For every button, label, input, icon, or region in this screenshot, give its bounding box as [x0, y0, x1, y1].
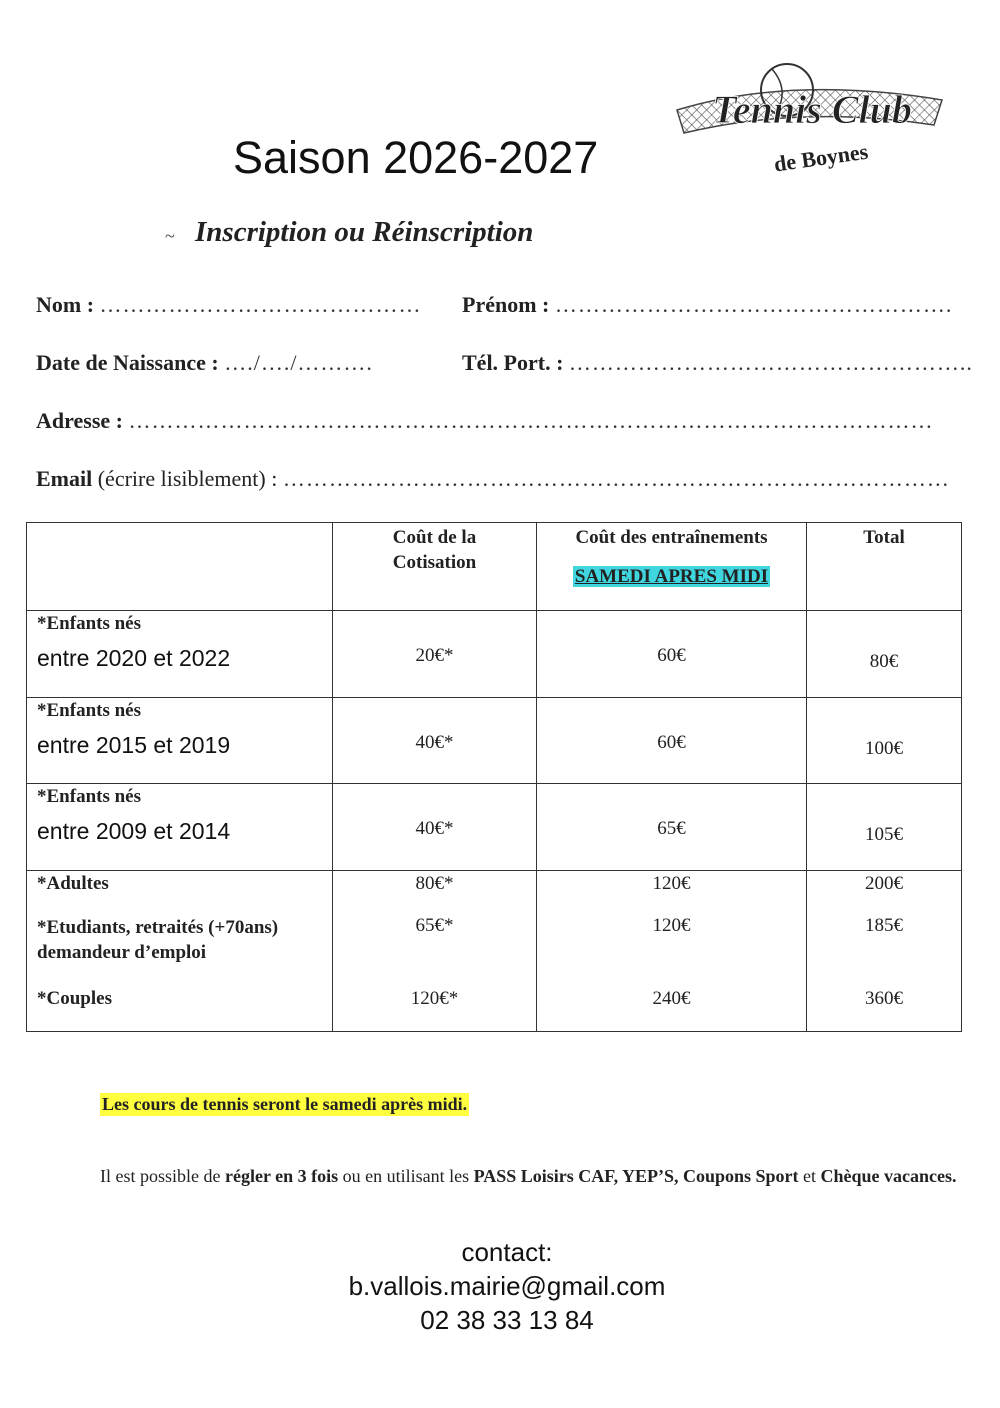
table-row: [27, 784, 962, 871]
prenom-label: Prénom :: [462, 292, 550, 317]
header-entrainements-highlight: SAMEDI APRES MIDI: [574, 566, 769, 587]
table-row: [27, 611, 962, 698]
payment-text-2: ou en utilisant les: [342, 1166, 470, 1186]
header-total: Total: [807, 523, 962, 611]
contact-label: contact:: [461, 1237, 553, 1267]
naissance-label: Date de Naissance :: [36, 350, 219, 375]
adresse-label: Adresse :: [36, 408, 123, 433]
header-cotisation: Coût de la Cotisation: [333, 523, 537, 611]
payment-info: [26, 1160, 986, 1193]
group-total: 185€: [865, 915, 903, 936]
saturday-note: Les cours de tennis seront le samedi après midi.: [102, 1094, 468, 1114]
email-label: Email: [36, 466, 93, 491]
header-entrainements: [537, 523, 807, 611]
row-cotisation: 40€*: [415, 732, 454, 753]
group-entrainement: 240€: [652, 988, 691, 1009]
tel-label: Tél. Port. :: [462, 350, 564, 375]
row-subcategory: entre 2009 et 2014: [37, 818, 231, 844]
adresse-field[interactable]: [36, 408, 933, 434]
email-note: (écrire lisiblement) :: [97, 466, 278, 491]
logo-text-sub: de Boynes: [772, 138, 870, 177]
season-title: Saison 2026-2027: [233, 132, 599, 183]
group-cotisation: 65€*: [415, 915, 454, 936]
row-subcategory: entre 2015 et 2019: [37, 732, 231, 758]
prenom-dots: …………………………………………….: [554, 292, 953, 317]
club-logo: [672, 55, 952, 195]
group-cotisation: 80€*: [415, 873, 454, 894]
row-entrainement: 60€: [657, 645, 686, 666]
nom-field[interactable]: [36, 292, 422, 318]
row-category: *Enfants nés: [37, 786, 141, 807]
naissance-field[interactable]: [36, 350, 373, 376]
group-category: *Couples: [37, 988, 112, 1009]
row-category: *Enfants nés: [37, 613, 141, 634]
tel-field[interactable]: [462, 350, 973, 376]
tennis-net-icon: [672, 55, 952, 195]
subtitle-mark: ~: [165, 226, 175, 246]
row-category: *Enfants nés: [37, 700, 141, 721]
row-cotisation: 40€*: [415, 818, 454, 839]
group-entrainement: 120€: [652, 873, 691, 894]
tel-dots: ……………………………………………..: [568, 350, 973, 375]
header-entrainements-label: Coût des entraînements: [575, 527, 768, 548]
payment-text-3: et: [803, 1166, 817, 1186]
nom-label: Nom :: [36, 292, 95, 317]
group-total: 360€: [865, 988, 903, 1009]
naissance-dots: …./…./……….: [224, 350, 373, 375]
price-table: [26, 522, 962, 1032]
nom-dots: ……………………………………: [99, 292, 422, 317]
row-total: 105€: [865, 824, 903, 845]
row-entrainement: 65€: [657, 818, 686, 839]
prenom-field[interactable]: [462, 292, 952, 318]
row-total: 100€: [865, 738, 903, 759]
row-total: 80€: [869, 651, 899, 672]
group-cotisation: 120€*: [410, 988, 459, 1009]
email-dots: ……………………………………………………………………………: [282, 466, 950, 491]
payment-text-1: Il est possible de: [100, 1166, 221, 1186]
payment-bold-2: PASS Loisirs CAF, YEP’S, Coupons Sport: [473, 1166, 799, 1186]
table-header-row: [27, 523, 962, 611]
adresse-dots: ……………………………………………………………………………………………: [128, 408, 934, 433]
row-subcategory: entre 2020 et 2022: [37, 645, 231, 671]
header-empty-cell: [27, 523, 333, 611]
logo-text-main: Tennis Club: [712, 87, 912, 132]
group-entrainement: 120€: [652, 915, 691, 936]
email-field[interactable]: [36, 466, 950, 492]
group-total: 200€: [865, 873, 903, 894]
table-row: [27, 698, 962, 784]
contact-block: [300, 1235, 714, 1337]
row-cotisation: 20€*: [415, 645, 454, 666]
row-entrainement: 60€: [657, 732, 686, 753]
payment-bold-3: Chèque vacances.: [820, 1166, 957, 1186]
contact-email[interactable]: b.vallois.mairie@gmail.com: [348, 1271, 666, 1301]
table-row-group: [27, 871, 962, 1032]
form-subtitle: Inscription ou Réinscription: [195, 216, 534, 248]
group-category: *Etudiants, retraités (+70ans) demandeur d’emploi: [37, 917, 279, 963]
payment-bold-1: régler en 3 fois: [224, 1166, 339, 1186]
contact-phone[interactable]: 02 38 33 13 84: [420, 1305, 594, 1335]
group-category: *Adultes: [37, 873, 109, 894]
